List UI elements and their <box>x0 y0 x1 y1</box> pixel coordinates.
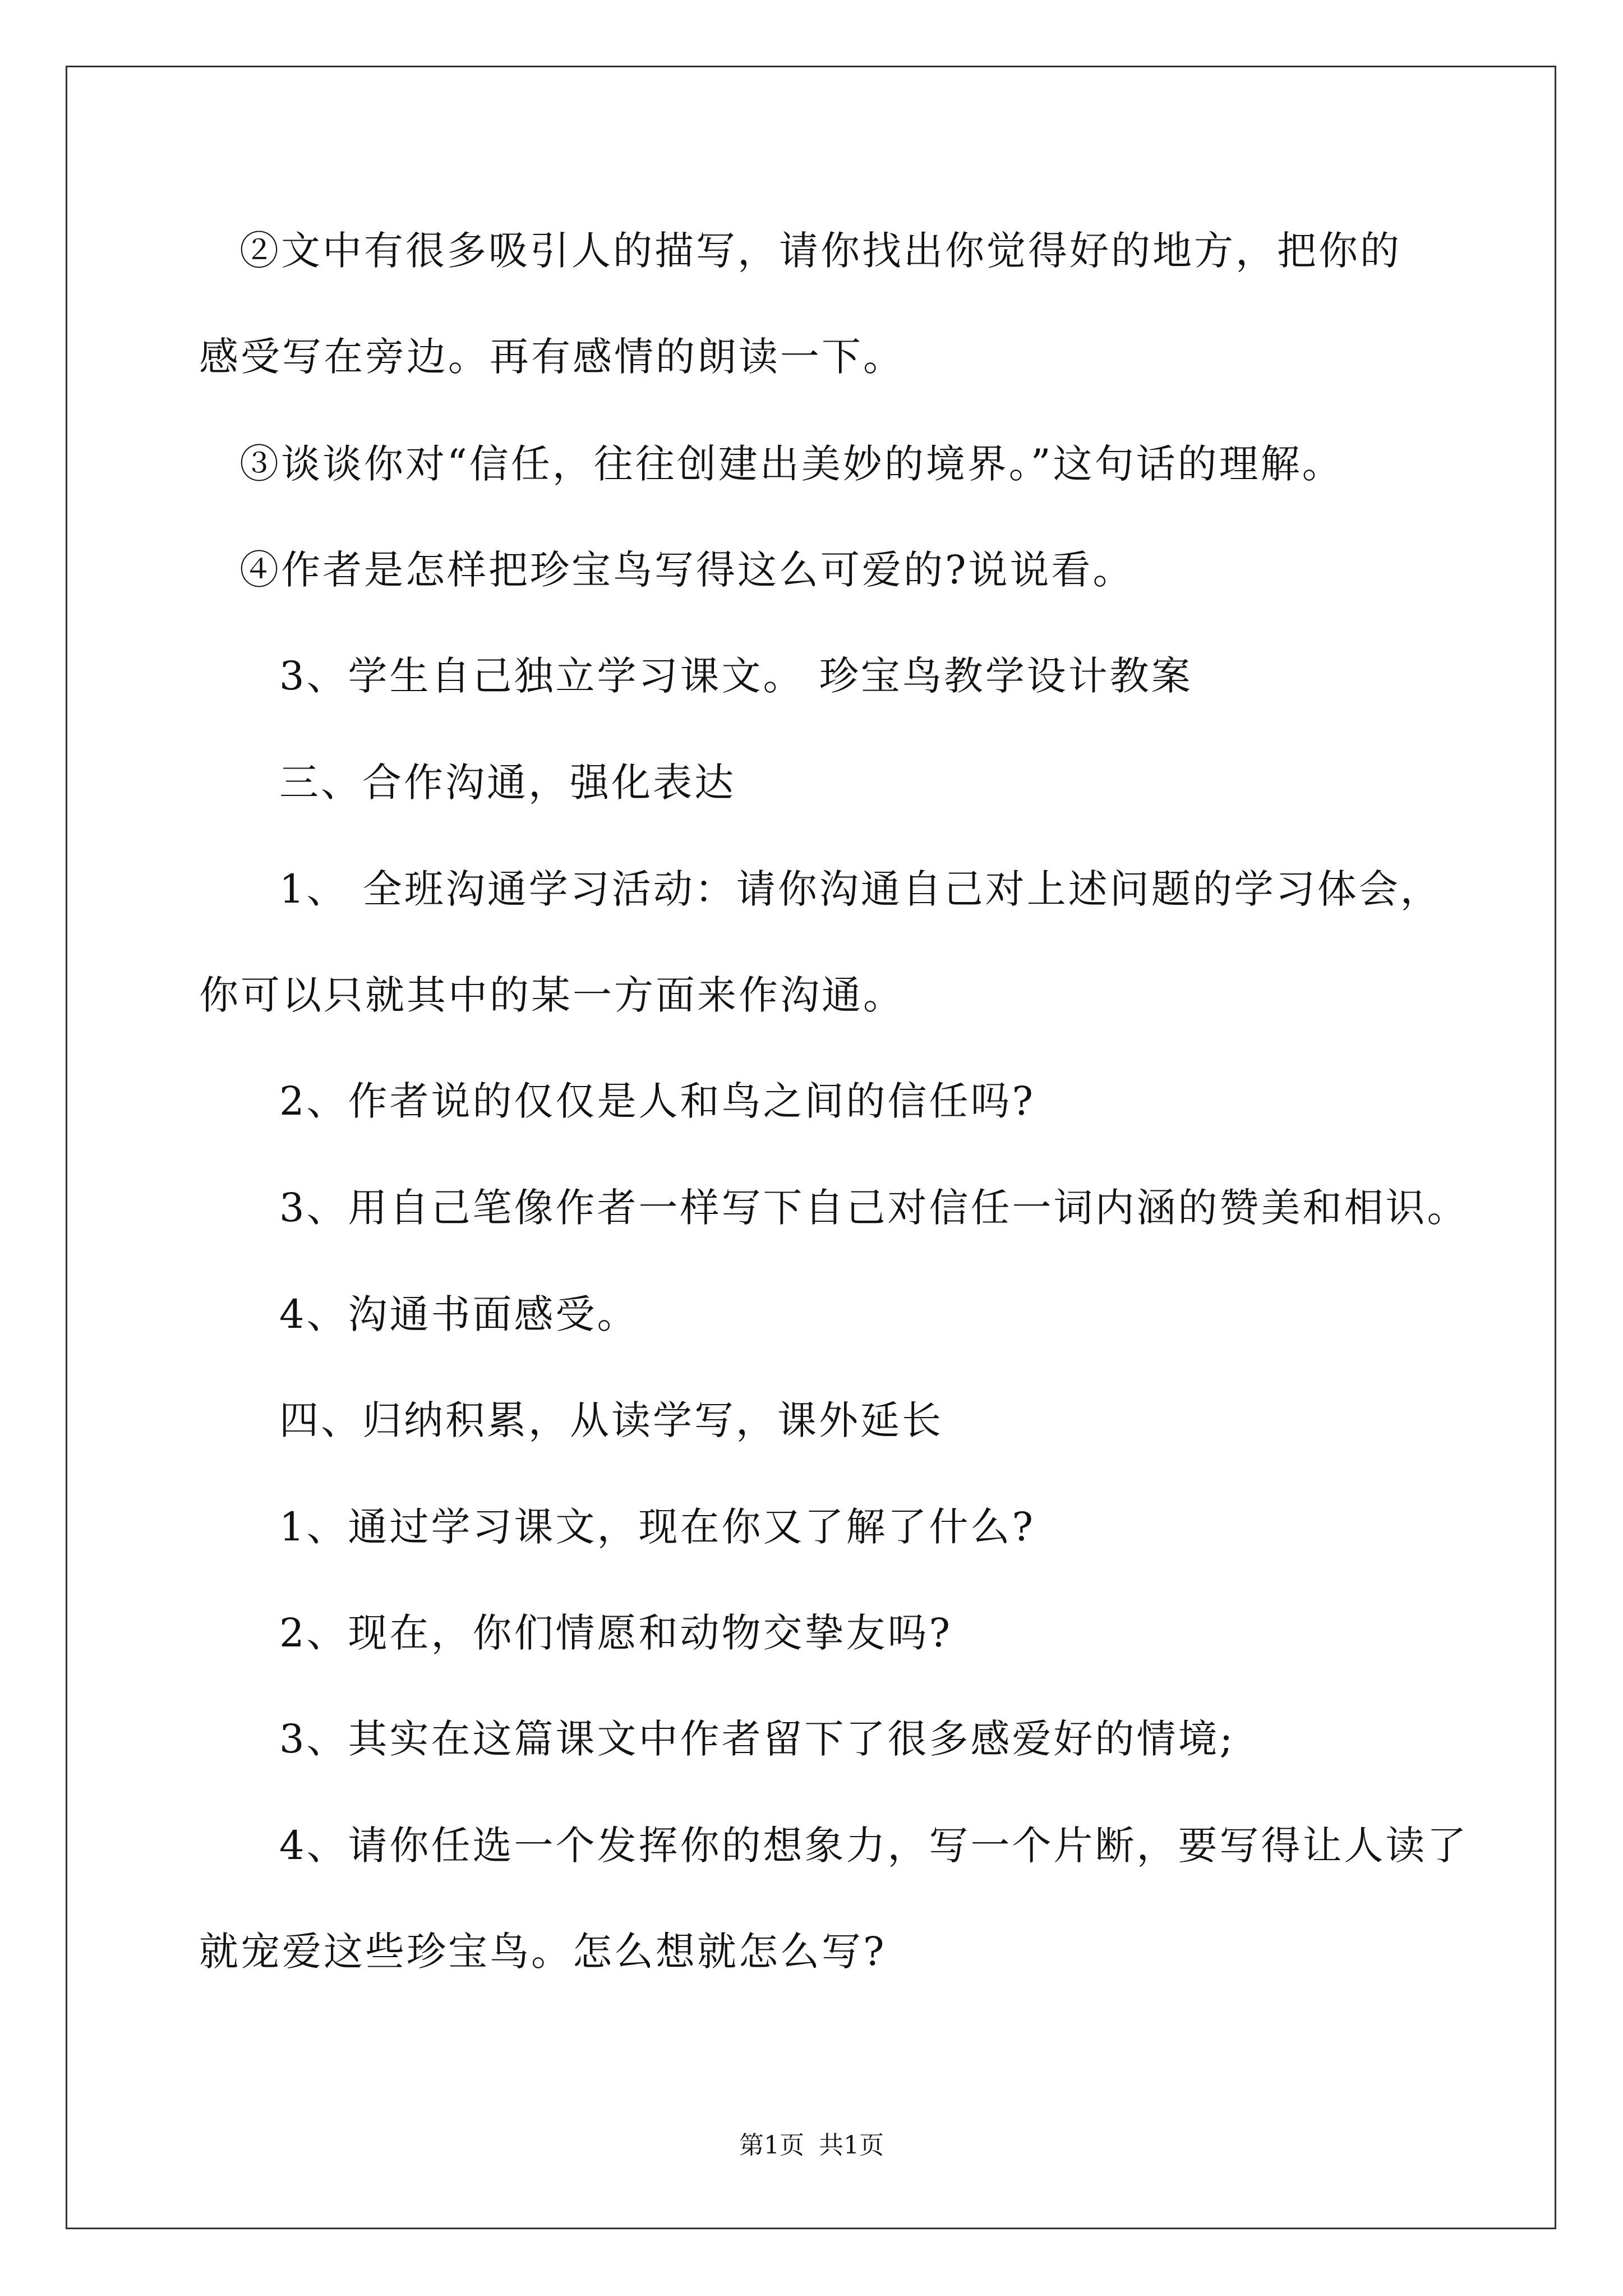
paragraph-line: 感受写在旁边。再有感情的朗读一下。 <box>199 334 905 380</box>
paragraph-line: 4、沟通书面感受。 <box>279 1291 639 1337</box>
page-total: 共1页 <box>819 2131 884 2160</box>
paragraph-line: 你可以只就其中的某一方面来作沟通。 <box>199 972 905 1018</box>
paragraph-line: ②文中有很多吸引人的描写，请你找出你觉得好的地方，把你的 <box>239 228 1401 274</box>
paragraph-line: 4、请你任选一个发挥你的想象力，写一个片断，要写得让人读了 <box>279 1823 1469 1869</box>
paragraph-line: 三、合作沟通，强化表达 <box>279 760 736 806</box>
paragraph-line: 3、学生自己独立学习课文。 珍宝鸟教学设计教案 <box>279 653 1193 699</box>
page-footer <box>0 2129 1623 2162</box>
paragraph-line: ④作者是怎样把珍宝鸟写得这么可爱的?说说看。 <box>239 547 1135 593</box>
paragraph-line: 就宠爱这些珍宝鸟。怎么想就怎么写? <box>199 1929 887 1975</box>
paragraph-line: 2、作者说的仅仅是人和鸟之间的信任吗? <box>279 1078 1036 1124</box>
paragraph-line: 2、现在，你们情愿和动物交挚友吗? <box>279 1610 953 1656</box>
paragraph-line: 3、其实在这篇课文中作者留下了很多感爱好的情境; <box>279 1716 1235 1762</box>
paragraph-line: 3、用自己笔像作者一样写下自己对信任一词内涵的赞美和相识。 <box>279 1185 1469 1231</box>
page-number: 第1页 <box>739 2131 804 2160</box>
paragraph-line: 1、通过学习课文，现在你又了解了什么? <box>279 1504 1036 1550</box>
paragraph-line: ③谈谈你对“信任，往往创建出美妙的境界。”这句话的理解。 <box>239 441 1344 487</box>
paragraph-line: 1、 全班沟通学习活动：请你沟通自己对上述问题的学习体会， <box>279 866 1442 912</box>
page-border <box>66 66 1556 2229</box>
paragraph-line: 四、归纳积累，从读学写，课外延长 <box>279 1397 943 1443</box>
